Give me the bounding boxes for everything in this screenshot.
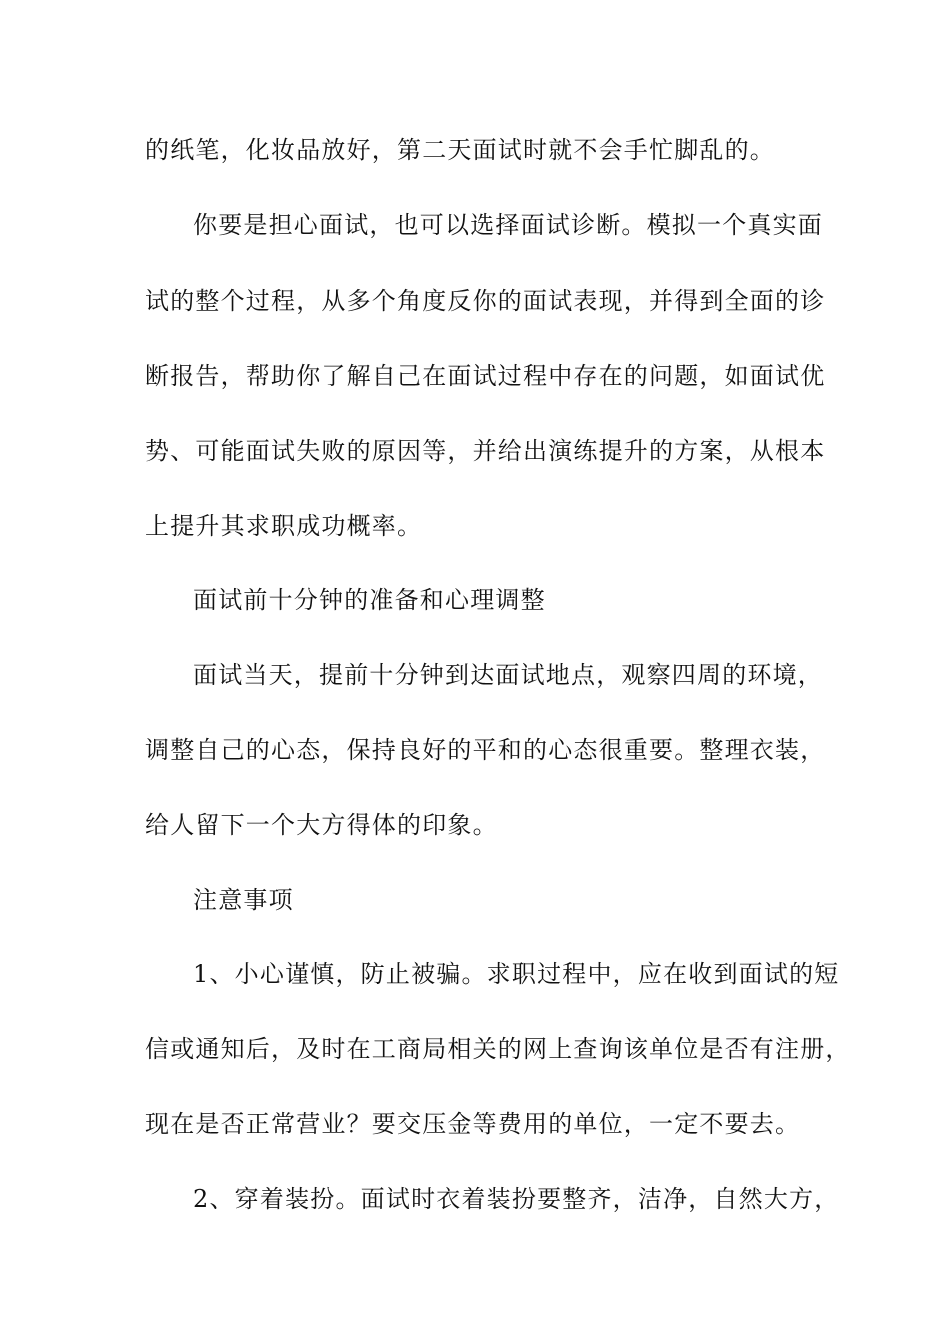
text-line: 的纸笔，化妆品放好，第二天面试时就不会手忙脚乱的。	[145, 136, 775, 164]
text-line: 断报告，帮助你了解自己在面试过程中存在的问题，如面试优	[145, 362, 826, 390]
text-line: 给人留下一个大方得体的印象。	[145, 811, 498, 839]
text-line: 势、可能面试失败的原因等，并给出演练提升的方案，从根本	[145, 437, 826, 465]
list-item-first-line: 1、小心谨慎，防止被骗。求职过程中，应在收到面试的短	[193, 960, 840, 988]
paragraph-first-line: 你要是担心面试，也可以选择面试诊断。模拟一个真实面	[193, 211, 823, 239]
text-line: 信或通知后，及时在工商局相关的网上查询该单位是否有注册，	[145, 1035, 851, 1063]
text-line: 试的整个过程，从多个角度反你的面试表现，并得到全面的诊	[145, 287, 826, 315]
text-line: 上提升其求职成功概率。	[145, 512, 423, 540]
section-heading: 注意事项	[193, 886, 294, 914]
text-line: 现在是否正常营业？要交压金等费用的单位，一定不要去。	[145, 1110, 801, 1138]
text-line: 调整自己的心态，保持良好的平和的心态很重要。整理衣装，	[145, 736, 826, 764]
list-item-first-line: 2、穿着装扮。面试时衣着装扮要整齐，洁净，自然大方，	[193, 1185, 840, 1213]
section-heading: 面试前十分钟的准备和心理调整	[193, 586, 546, 614]
paragraph-first-line: 面试当天，提前十分钟到达面试地点，观察四周的环境，	[193, 661, 823, 689]
